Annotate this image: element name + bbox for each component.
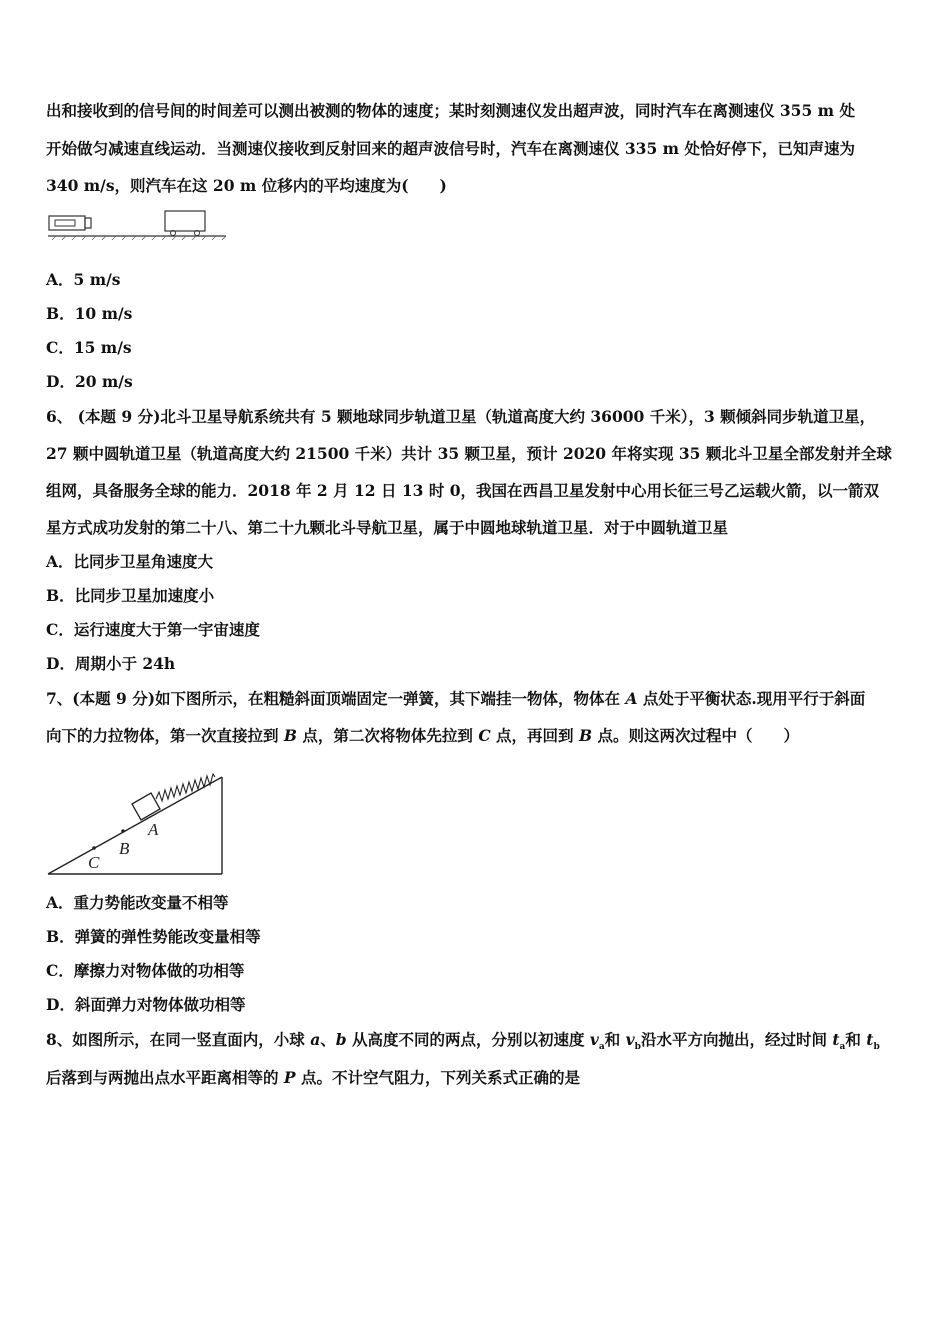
point-b-label: B: [578, 726, 593, 745]
q6-option-a[interactable]: A．比同步卫星角速度大: [46, 552, 214, 571]
figure-label-b: B: [119, 839, 130, 858]
q5-line-3: 340 m/s，则汽车在这 20 m 位移内的平均速度为( ): [46, 176, 447, 195]
velocity-a-subscript: a: [598, 1042, 605, 1053]
q8-text: 、: [320, 1030, 336, 1049]
ground-line: [48, 236, 226, 240]
q8-text: 从高度不同的两点，分别以初速度: [346, 1030, 590, 1049]
q5-line-2: 开始做匀减速直线运动．当测速仪接收到反射回来的超声波信号时，汽车在离测速仪 335 m 处恰好停下，已知声速为: [46, 139, 855, 158]
q8-text: 点。不计空气阻力，下列关系式正确的是: [295, 1068, 580, 1087]
q7-option-a[interactable]: A．重力势能改变量不相等: [46, 893, 229, 912]
q7-option-c[interactable]: C．摩擦力对物体做的功相等: [46, 961, 245, 980]
point-a-label: A: [625, 689, 638, 708]
block-icon: [132, 793, 160, 820]
time-b-subscript: b: [873, 1042, 880, 1053]
q5-line-1: 出和接收到的信号间的时间差可以测出被测的物体的速度；某时刻测速仪发出超声波，同时汽车在离测速仪 355 m 处: [46, 101, 855, 120]
q8-text: 8、如图所示，在同一竖直面内，小球: [46, 1030, 311, 1049]
q5-option-c[interactable]: C．15 m/s: [46, 338, 132, 357]
incline-triangle: [48, 777, 222, 874]
figure-label-a: A: [148, 820, 159, 839]
q7-text: 点。则这两次过程中（ ）: [592, 726, 799, 745]
q5-option-a[interactable]: A．5 m/s: [46, 270, 121, 289]
car-icon: [165, 211, 205, 236]
point-c-label: C: [478, 726, 491, 745]
q7-line-1: [46, 689, 865, 709]
q7-text: 点处于平衡状态.现用平行于斜面: [637, 689, 866, 708]
q8-text: 和: [845, 1030, 867, 1049]
velocity-b-symbol: v: [625, 1030, 635, 1049]
point-a-dot: [121, 829, 125, 833]
q5-option-b[interactable]: B．10 m/s: [46, 304, 133, 323]
velocity-a-symbol: v: [589, 1030, 599, 1049]
q6-option-c[interactable]: C．运行速度大于第一宇宙速度: [46, 620, 260, 639]
q7-text: 点，再回到: [490, 726, 579, 745]
time-a-symbol: t: [832, 1030, 840, 1049]
time-b-symbol: t: [866, 1030, 874, 1049]
ball-a-label: a: [310, 1030, 321, 1049]
time-a-subscript: a: [839, 1042, 846, 1053]
q7-text: 向下的力拉物体，第一次直接拉到: [46, 726, 284, 745]
q8-line-2: [46, 1068, 580, 1088]
q6-line-2: 27 颗中圆轨道卫星（轨道高度大约 21500 千米）共计 35 颗卫星，预计 2020 年将实现 35 颗北斗卫星全部发射并全球: [46, 444, 892, 463]
figure-label-c: C: [88, 853, 100, 872]
ball-b-label: b: [335, 1030, 347, 1049]
point-p-label: P: [283, 1068, 296, 1087]
q6-option-b[interactable]: B．比同步卫星加速度小: [46, 586, 215, 605]
speed-meter-car-figure: [46, 207, 230, 241]
q7-text: 点，第二次将物体先拉到: [297, 726, 479, 745]
q5-option-d[interactable]: D．20 m/s: [46, 372, 133, 391]
q6-line-3: 组网，具备服务全球的能力．2018 年 2 月 12 日 13 时 0，我国在西昌卫星发射中心用长征三号乙运载火箭，以一箭双: [46, 481, 880, 500]
point-b-label: B: [283, 726, 298, 745]
q8-text: 沿水平方向抛出，经过时间: [640, 1030, 833, 1049]
q8-text: 和: [604, 1030, 626, 1049]
q7-option-b[interactable]: B．弹簧的弹性势能改变量相等: [46, 927, 261, 946]
point-b-dot: [92, 846, 96, 850]
q6-option-d[interactable]: D．周期小于 24h: [46, 654, 176, 673]
q8-text: 后落到与两抛出点水平距离相等的: [46, 1068, 284, 1087]
speed-meter-icon: [49, 216, 91, 230]
incline-spring-figure: [44, 755, 228, 879]
q7-option-d[interactable]: D．斜面弹力对物体做功相等: [46, 995, 246, 1014]
q7-line-2: [46, 726, 799, 746]
q6-line-1: 6、 (本题 9 分)北斗卫星导航系统共有 5 颗地球同步轨道卫星（轨道高度大约 36000 千米），3 颗倾斜同步轨道卫星，: [46, 407, 876, 426]
q7-text: 7、(本题 9 分)如下图所示，在粗糙斜面顶端固定一弹簧，其下端挂一物体，物体在: [46, 689, 626, 708]
velocity-b-subscript: b: [634, 1042, 641, 1053]
q6-line-4: 星方式成功发射的第二十八、第二十九颗北斗导航卫星，属于中圆地球轨道卫星．对于中圆轨道卫星: [46, 518, 729, 537]
q8-line-1: [46, 1030, 880, 1057]
